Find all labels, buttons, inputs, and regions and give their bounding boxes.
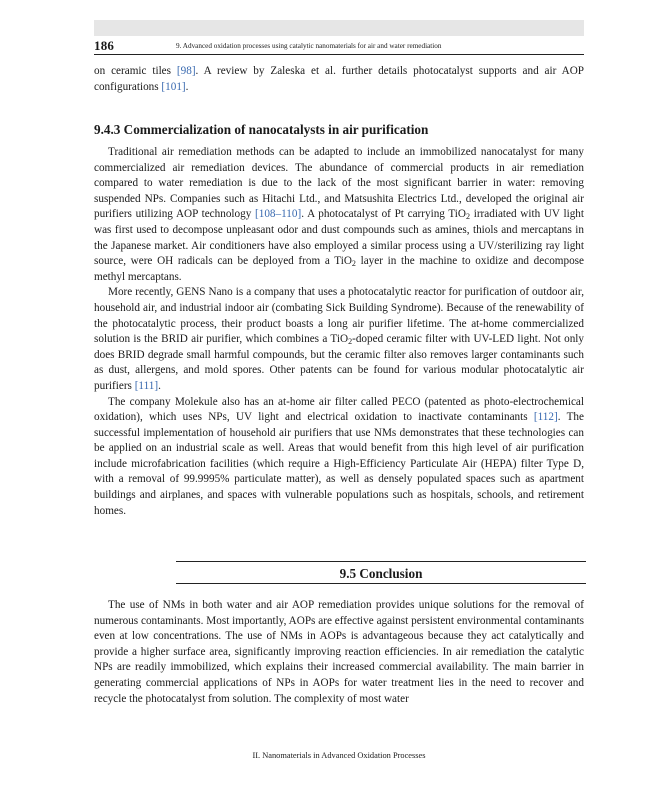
subsection-heading: 9.4.3 Commercialization of nanocatalysts in air purification [94,122,429,137]
section-heading: 9.5 Conclusion [339,566,423,581]
citation-link[interactable]: [108–110] [255,208,302,221]
page-number: 186 [94,38,115,53]
paragraph: The company Molekule also has an at-home air filter called PECO (patented as photo-electrochemical oxidation), which uses NPs, UV light and electrical oxidation to inactivate contaminants [112]. The successful implementation of household air purifiers that use NMs demonstrates that these technologies can be applied on an industrial scale as well. Areas that would benefit from this high level of air purification include microfabrication facilities (which require a High-Efficiency Particulate Air (HEPA) filter Type D, with a removal of 99.9995% particulate matter), as well as densely populated spaces such as apartment buildings and airplanes, and spaces with vulnerable populations such as hospitals, schools, and retirement homes. [94,395,584,517]
header-bar [94,20,584,36]
section-rule-bottom [176,583,586,584]
intro-paragraph: on ceramic tiles [98]. A review by Zaleska et al. further details photocatalyst supports and air AOP configurations [101]. [94,65,585,93]
paragraph: The use of NMs in both water and air AOP remediation provides unique solutions for the removal of numerous contaminants. Most importantly, AOPs are effective against persistent environmental contaminants even at low concentrations. The use of NMs in AOPs is advantageous because they act catalytically and provide a higher surface area, significantly improving reaction efficiencies. In air remediation the catalytic NPs are readily immobilized, which explains their increased commercial availability. The main barrier in generating commercial applications of NPs in AOPs for water treatment lies in the need to recover and recycle the photocatalyst from solution. The complexity of most water [94,599,584,705]
footer: II. Nanomaterials in Advanced Oxidation Processes [252,751,426,760]
citation-link[interactable]: [98] [176,65,196,77]
paragraph: Traditional air remediation methods can be adapted to include an immobilized nanocatalyst for many commercialized air remediation devices. The abundance of commercial products in air remediation compared to water remediation is due to the lack of the most significant barrier in water: removing suspended NPs. Companies such as Hitachi Ltd., and Matsushita Electrics Ltd., developed the original air purifiers utilizing AOP technology [108–110]. A photocatalyst of Pt carrying TiO$_2$ irradiated with UV light was first used to decompose unpleasant odor and dust compounds such as amines, thiols and mercaptans in the Japanese market. Air conditioners have also employed a similar process using a UV/sterilizing ray light source, were OH radicals can be deployed from a TiO$_2$ layer in the machine to oxidize and decompose methyl mercaptans. [94,146,585,283]
header-rule [94,54,584,55]
section-body [94,598,584,707]
citation-link[interactable]: [112] [533,411,558,424]
citation-link[interactable]: [101] [161,80,186,93]
section-rule-top [176,561,586,562]
running-title: 9. Advanced oxidation processes using catalytic nanomaterials for air and water remediation [176,42,442,50]
subsection-body [94,145,584,519]
intro-text [94,64,584,95]
citation-link[interactable]: [111] [134,379,159,392]
paragraph: More recently, GENS Nano is a company that uses a photocatalytic reactor for purification of outdoor air, household air, and industrial indoor air (combating Sick Building Syndrome). Because of the renewability of the photocatalytic process, their product boasts a long air purifier lifetime. The at-home commercialized solution is the BRID air purifier, which combines a TiO$_2$-doped ceramic filter with UV-LED light. Not only does BRID degrade small harmful compounds, but the ceramic filter also removes larger contaminants such as dust, allergens, and mold spores. Other patents can be found for various modular photocatalytic air purifiers [111]. [94,286,584,392]
